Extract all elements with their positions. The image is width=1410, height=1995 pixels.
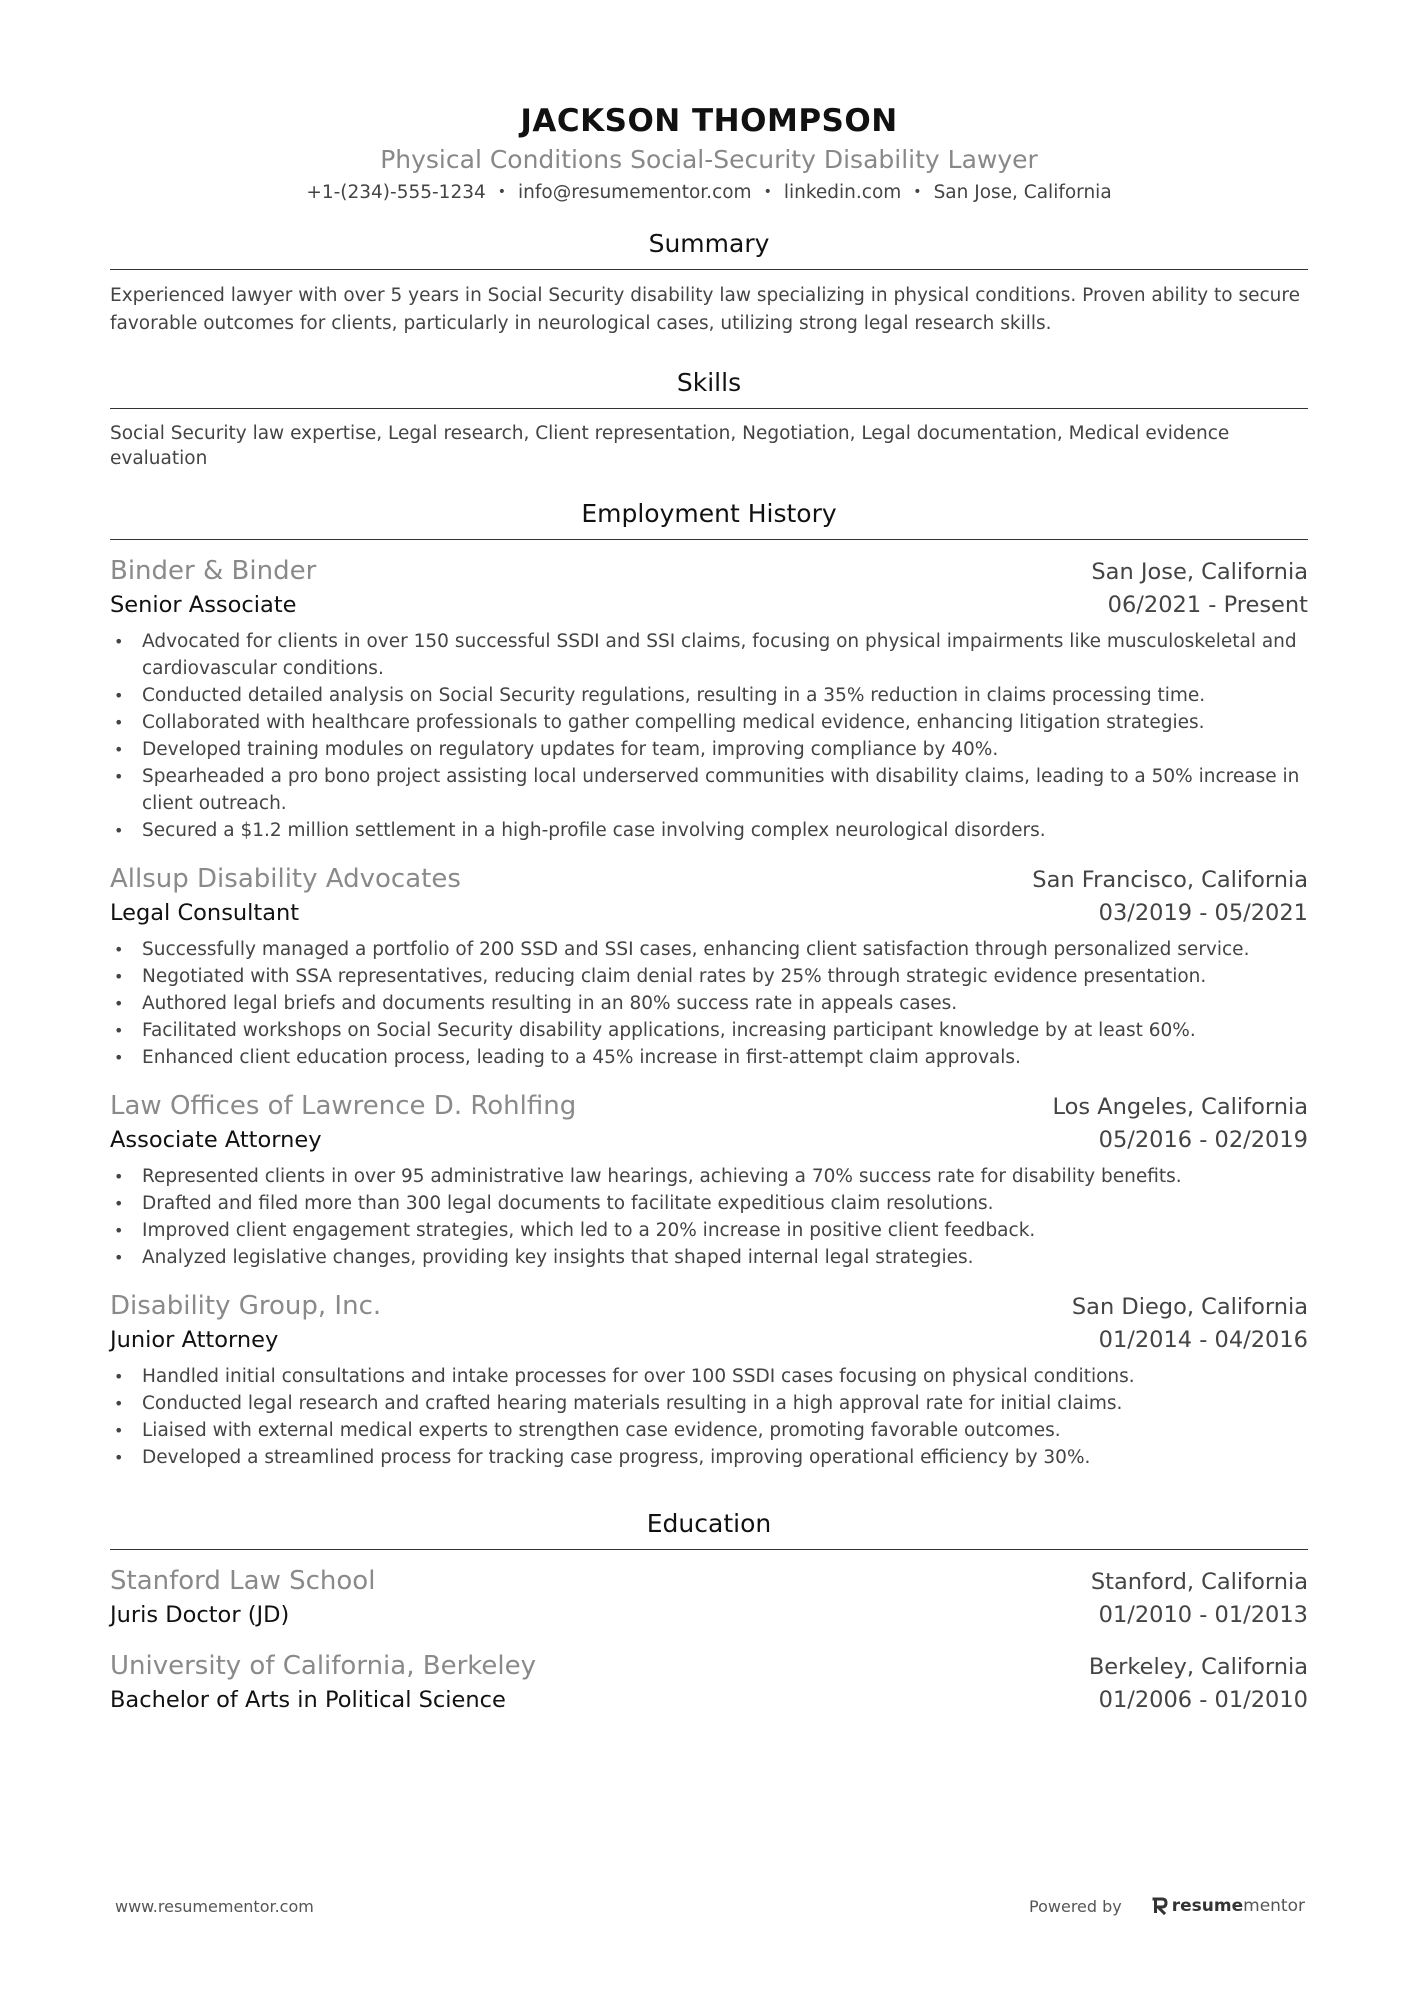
section-title-education: Education — [110, 1507, 1308, 1550]
section-title-employment: Employment History — [110, 497, 1308, 540]
job-company: Allsup Disability Advocates — [110, 864, 461, 894]
job-role-row — [110, 897, 1308, 929]
job-entry — [110, 1289, 1308, 1471]
contact-separator: • — [913, 184, 922, 200]
contact-phone: +1-(234)-555-1234 — [306, 182, 486, 203]
education-entry — [110, 1564, 1308, 1631]
job-location: Los Angeles, California — [1052, 1094, 1308, 1120]
summary-section — [110, 227, 1308, 338]
education-school: Stanford Law School — [110, 1566, 376, 1596]
job-bullet: • Authored legal briefs and documents resulting in an 80% success rate in appeals cases. — [110, 990, 1308, 1017]
education-entry — [110, 1649, 1308, 1716]
education-dates: 01/2006 - 01/2010 — [1098, 1687, 1308, 1713]
contact-location: San Jose, California — [933, 182, 1112, 203]
brand-logo[interactable] — [1152, 1896, 1305, 1916]
education-dates: 01/2010 - 01/2013 — [1098, 1602, 1308, 1628]
education-degree-row — [110, 1599, 1308, 1631]
job-bullet: • Improved client engagement strategies, which led to a 20% increase in positive client feedback. — [110, 1217, 1308, 1244]
job-dates: 05/2016 - 02/2019 — [1098, 1127, 1308, 1153]
powered-by — [1029, 1896, 1305, 1916]
job-bullet: • Developed a streamlined process for tracking case progress, improving operational efficiency by 30%. — [110, 1444, 1308, 1471]
job-header-row — [110, 1089, 1308, 1124]
job-location: San Jose, California — [1091, 559, 1308, 585]
candidate-title: Physical Conditions Social-Security Disability Lawyer — [380, 145, 1038, 174]
job-bullet: • Conducted detailed analysis on Social Security regulations, resulting in a 35% reduction in claims processing time. — [110, 682, 1308, 709]
job-bullet: • Conducted legal research and crafted hearing materials resulting in a high approval rate for initial claims. — [110, 1390, 1308, 1417]
job-entry — [110, 862, 1308, 1071]
education-degree: Bachelor of Arts in Political Science — [110, 1687, 506, 1713]
job-bullet: • Analyzed legislative changes, providing key insights that shaped internal legal strategies. — [110, 1244, 1308, 1271]
job-header-row — [110, 1289, 1308, 1324]
job-bullet: • Negotiated with SSA representatives, reducing claim denial rates by 25% through strategic evidence presentation. — [110, 963, 1308, 990]
resume-content — [110, 98, 1308, 1716]
job-location: San Francisco, California — [1032, 867, 1308, 893]
education-location: Stanford, California — [1090, 1569, 1308, 1595]
education-degree-row — [110, 1684, 1308, 1716]
job-list — [110, 554, 1308, 1471]
school-list — [110, 1564, 1308, 1716]
job-bullet: • Successfully managed a portfolio of 200 SSD and SSI cases, enhancing client satisfaction through personalized service. — [110, 936, 1308, 963]
job-bullets — [110, 1163, 1308, 1271]
candidate-name: JACKSON THOMPSON — [520, 103, 898, 139]
job-bullet: • Spearheaded a pro bono project assisting local underserved communities with disability claims, leading to a 50% increase in client outreach. — [110, 763, 1308, 817]
employment-section — [110, 497, 1308, 1471]
job-dates: 06/2021 - Present — [1107, 592, 1308, 618]
resumementor-logo-icon — [1152, 1897, 1168, 1915]
job-bullet: • Facilitated workshops on Social Security disability applications, increasing participant knowledge by at least 60%. — [110, 1017, 1308, 1044]
job-role-row — [110, 589, 1308, 621]
skills-text: Social Security law expertise, Legal research, Client representation, Negotiation, Legal documentation, Medical evidence evaluation — [110, 423, 1230, 469]
job-role: Senior Associate — [110, 592, 297, 618]
section-title-skills: Skills — [110, 366, 1308, 409]
contact-line — [110, 178, 1308, 207]
contact-separator: • — [763, 184, 772, 200]
job-header-row — [110, 862, 1308, 897]
job-dates: 01/2014 - 04/2016 — [1098, 1327, 1308, 1353]
brand-name-bold: resume — [1171, 1896, 1244, 1916]
job-bullet: • Secured a $1.2 million settlement in a high-profile case involving complex neurological disorders. — [110, 817, 1308, 844]
contact-linkedin[interactable]: linkedin.com — [783, 182, 902, 203]
brand-name-light: mentor — [1243, 1896, 1305, 1916]
job-role-row — [110, 1124, 1308, 1156]
job-bullet: • Represented clients in over 95 administrative law hearings, achieving a 70% success rate for disability benefits. — [110, 1163, 1308, 1190]
education-section — [110, 1507, 1308, 1716]
job-bullet: • Drafted and filed more than 300 legal documents to facilitate expeditious claim resolutions. — [110, 1190, 1308, 1217]
job-bullets — [110, 1363, 1308, 1471]
job-bullets — [110, 628, 1308, 844]
education-header-row — [110, 1564, 1308, 1599]
page-footer — [115, 1896, 1305, 1916]
job-bullet: • Collaborated with healthcare professionals to gather compelling medical evidence, enhancing litigation strategies. — [110, 709, 1308, 736]
education-school: University of California, Berkeley — [110, 1651, 536, 1681]
education-location: Berkeley, California — [1088, 1654, 1308, 1680]
job-company: Disability Group, Inc. — [110, 1291, 382, 1321]
job-bullet: • Enhanced client education process, leading to a 45% increase in first-attempt claim approvals. — [110, 1044, 1308, 1071]
job-company: Law Offices of Lawrence D. Rohlfing — [110, 1091, 577, 1121]
job-role: Legal Consultant — [110, 900, 300, 926]
section-title-summary: Summary — [110, 227, 1308, 270]
job-dates: 03/2019 - 05/2021 — [1098, 900, 1308, 926]
job-bullet: • Developed training modules on regulatory updates for team, improving compliance by 40%. — [110, 736, 1308, 763]
summary-text: Experienced lawyer with over 5 years in Social Security disability law specializing in physical conditions. Proven ability to secure favorable outcomes for clients, particularly in neurological cases, utilizing strong legal research skills. — [110, 285, 1300, 334]
job-entry — [110, 554, 1308, 844]
job-bullet: • Handled initial consultations and intake processes for over 100 SSDI cases focusing on physical conditions. — [110, 1363, 1308, 1390]
footer-url[interactable]: www.resumementor.com — [115, 1896, 314, 1916]
contact-email[interactable]: info@resumementor.com — [518, 182, 752, 203]
job-bullet: • Liaised with external medical experts to strengthen case evidence, promoting favorable outcomes. — [110, 1417, 1308, 1444]
job-role: Associate Attorney — [110, 1127, 322, 1153]
powered-by-label: Powered by — [1029, 1896, 1122, 1916]
job-entry — [110, 1089, 1308, 1271]
contact-separator: • — [497, 184, 507, 200]
skills-section — [110, 366, 1308, 471]
education-header-row — [110, 1649, 1308, 1684]
job-bullets — [110, 936, 1308, 1071]
job-bullet: • Advocated for clients in over 150 successful SSDI and SSI claims, focusing on physical impairments like musculoskeletal and cardiovascular conditions. — [110, 628, 1308, 682]
job-company: Binder & Binder — [110, 556, 317, 586]
job-header-row — [110, 554, 1308, 589]
education-degree: Juris Doctor (JD) — [110, 1602, 290, 1628]
job-role-row — [110, 1324, 1308, 1356]
job-location: San Diego, California — [1071, 1294, 1308, 1320]
job-role: Junior Attorney — [110, 1327, 279, 1353]
